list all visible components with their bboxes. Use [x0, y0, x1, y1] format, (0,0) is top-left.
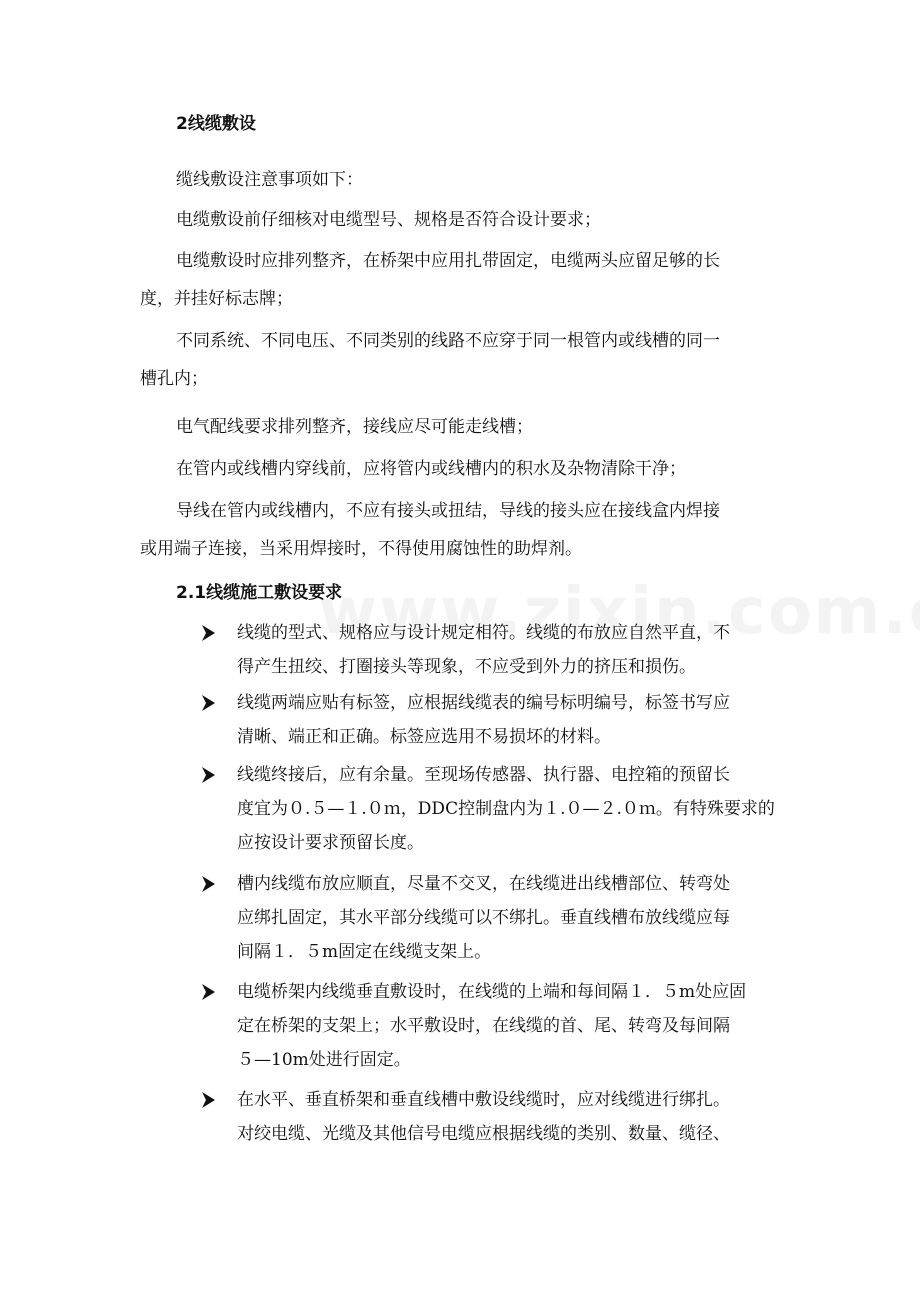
- paragraph-line: 在管内或线槽内穿线前，应将管内或线槽内的积水及杂物清除干净；: [176, 459, 686, 479]
- paragraph-line: 导线在管内或线槽内，不应有接头或扭结，导线的接头应在接线盒内焊接: [176, 501, 720, 521]
- paragraph-line: 缆线敷设注意事项如下：: [176, 170, 363, 190]
- requirement-line: 间隔１．５m固定在线缆支架上。: [237, 942, 492, 962]
- arrow-bullet-icon: [200, 1090, 218, 1110]
- requirement-text: [237, 686, 730, 754]
- paragraph-line: 电缆敷设前仔细核对电缆型号、规格是否符合设计要求；: [176, 210, 601, 230]
- requirement-text: [237, 616, 730, 684]
- requirement-line: 得产生扭绞、打圈接头等现象，不应受到外力的挤压和损伤。: [237, 657, 696, 677]
- paragraph-line: 或用端子连接，当采用焊接时，不得使用腐蚀性的助焊剂。: [140, 539, 582, 559]
- note-paragraph: [140, 242, 785, 318]
- requirement-line: 定在桥架的支架上；水平敷设时，在线缆的首、尾、转弯及每间隔: [237, 1016, 730, 1036]
- requirement-line: 槽内线缆布放应顺直，尽量不交叉，在线缆进出线槽部位、转弯处: [237, 874, 730, 894]
- requirement-line: 应绑扎固定，其水平部分线缆可以不绑扎。垂直线槽布放线缆应每: [237, 908, 730, 928]
- subsection-heading: 2.1线缆施工敷设要求: [176, 583, 343, 603]
- requirement-text: [237, 758, 775, 860]
- paragraph-line: 电缆敷设时应排列整齐，在桥架中应用扎带固定，电缆两头应留足够的长: [176, 251, 720, 271]
- requirement-line: 度宜为０.５—１.０ｍ，DDC控制盘内为１.０—２.０ｍ。有特殊要求的: [237, 799, 775, 819]
- requirement-line: 在水平、垂直桥架和垂直线槽中敷设线缆时，应对线缆进行绑扎。: [237, 1090, 730, 1110]
- arrow-bullet-icon: [200, 874, 218, 894]
- arrow-bullet-icon: [200, 693, 218, 713]
- requirement-line: 线缆终接后，应有余量。至现场传感器、执行器、电控箱的预留长: [237, 765, 730, 785]
- paragraph-line: 不同系统、不同电压、不同类别的线路不应穿于同一根管内或线槽的同一: [176, 331, 720, 351]
- paragraph-line: 度，并挂好标志牌；: [140, 289, 293, 309]
- arrow-bullet-icon: [200, 765, 218, 785]
- arrow-bullet-icon: [200, 623, 218, 643]
- intro-paragraph: [140, 161, 785, 199]
- requirement-text: [237, 975, 746, 1077]
- requirement-line: 线缆两端应贴有标签，应根据线缆表的编号标明编号，标签书写应: [237, 693, 730, 713]
- requirement-text: [237, 867, 730, 969]
- requirement-line: 电缆桥架内线缆垂直敷设时，在线缆的上端和每间隔１．５m处应固: [237, 982, 747, 1002]
- note-paragraph: [140, 408, 785, 446]
- note-paragraph: [140, 492, 785, 568]
- note-paragraph: [140, 201, 785, 239]
- paragraph-line: 电气配线要求排列整齐，接线应尽可能走线槽；: [176, 417, 533, 437]
- requirement-line: 线缆的型式、规格应与设计规定相符。线缆的布放应自然平直，不: [237, 623, 730, 643]
- arrow-bullet-icon: [200, 982, 218, 1002]
- requirement-line: 应按设计要求预留长度。: [237, 833, 424, 853]
- note-paragraph: [140, 450, 785, 488]
- requirement-line: 清晰、端正和正确。标签应选用不易损坏的材料。: [237, 727, 611, 747]
- requirement-line: ５—10m处进行固定。: [237, 1050, 411, 1070]
- note-paragraph: [140, 322, 785, 398]
- requirement-text: [237, 1083, 730, 1151]
- requirement-line: 对绞电缆、光缆及其他信号电缆应根据线缆的类别、数量、缆径、: [237, 1124, 730, 1144]
- paragraph-line: 槽孔内；: [140, 369, 208, 389]
- section-heading: 2线缆敷设: [176, 114, 256, 134]
